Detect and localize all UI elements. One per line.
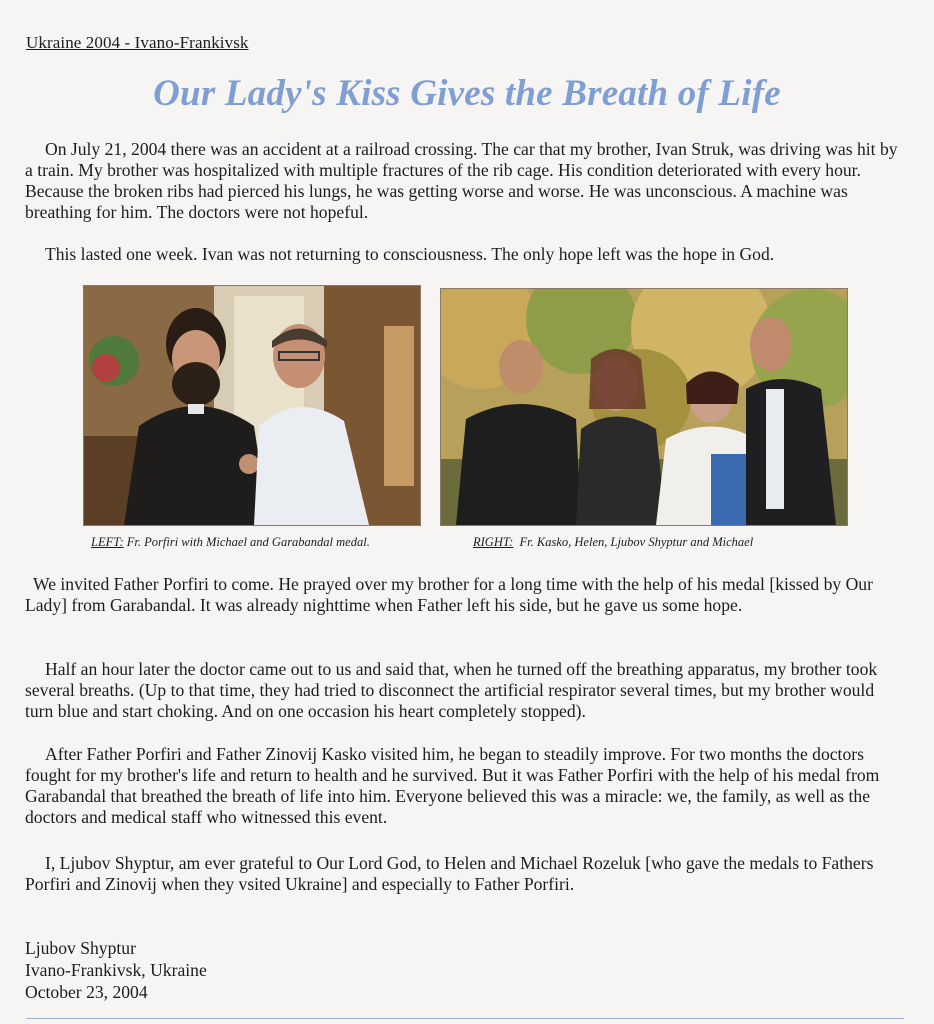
caption-left-text: Fr. Porfiri with Michael and Garabandal medal. (123, 535, 370, 549)
article-title: Our Lady's Kiss Gives the Breath of Life (153, 73, 781, 114)
paragraph-one-week: This lasted one week. Ivan was not returning to consciousness. The only hope left was the hope in God. (45, 244, 775, 264)
signature-block (25, 937, 207, 1003)
paragraph-recovery: After Father Porfiri and Father Zinovij Kasko visited him, he began to steadily improve. For two months the doctors fought for my brother's life and return to health and he survived. But it was Father Porfiri with the help of his medal from Garabandal that breathed the breath of life into him. Everyone believed this was a miracle: we, the family, as well as the doctors and medical staff who witnessed this event. (25, 744, 880, 827)
signature-place: Ivano-Frankivsk, Ukraine (25, 960, 207, 980)
paragraph-father-porfiri: We invited Father Porfiri to come. He prayed over my brother for a long time with the help of his medal [kissed by Our Lady] from Garabandal. It was already nighttime when Father left his side, but he gave us some hope. (25, 574, 873, 615)
photo-right-image (441, 289, 847, 525)
caption-left-tag: LEFT: (91, 535, 124, 549)
caption-right-text: Fr. Kasko, Helen, Ljubov Shyptur and Michael (513, 535, 754, 549)
paragraph-accident: On July 21, 2004 there was an accident at a railroad crossing. The car that my brother, Ivan Struk, was driving was hit by a train. My brother was hospitalized with multiple fractures of the rib cage. His condition deteriorated with every hour. Because the broken ribs had pierced his lungs, he was getting worse and worse. He was unconscious. A machine was breathing for him. The doctors were not hopeful. (25, 139, 898, 222)
paragraph-doctor: Half an hour later the doctor came out to us and said that, when he turned off the breathing apparatus, my brother took several breaths. (Up to that time, they had tried to disconnect the artificial respirator several times, but my brother would turn blue and start choking. And on one occasion his heart completely stopped). (25, 659, 878, 721)
photo-left-image (84, 286, 420, 525)
bottom-divider (26, 1018, 904, 1019)
location-header: Ukraine 2004 - Ivano-Frankivsk (26, 33, 249, 52)
paragraph-gratitude: I, Ljubov Shyptur, am ever grateful to Our Lord God, to Helen and Michael Rozeluk [who gave the medals to Fathers Porfiri and Zinovij when they vsited Ukraine] and especially to Father Porfiri. (25, 853, 874, 894)
signature-date: October 23, 2004 (25, 982, 148, 1002)
photo-left (83, 285, 421, 526)
caption-left (91, 535, 370, 550)
signature-name: Ljubov Shyptur (25, 938, 136, 958)
photo-right (440, 288, 848, 526)
caption-right (473, 535, 753, 550)
caption-right-tag: RIGHT: (473, 535, 514, 549)
